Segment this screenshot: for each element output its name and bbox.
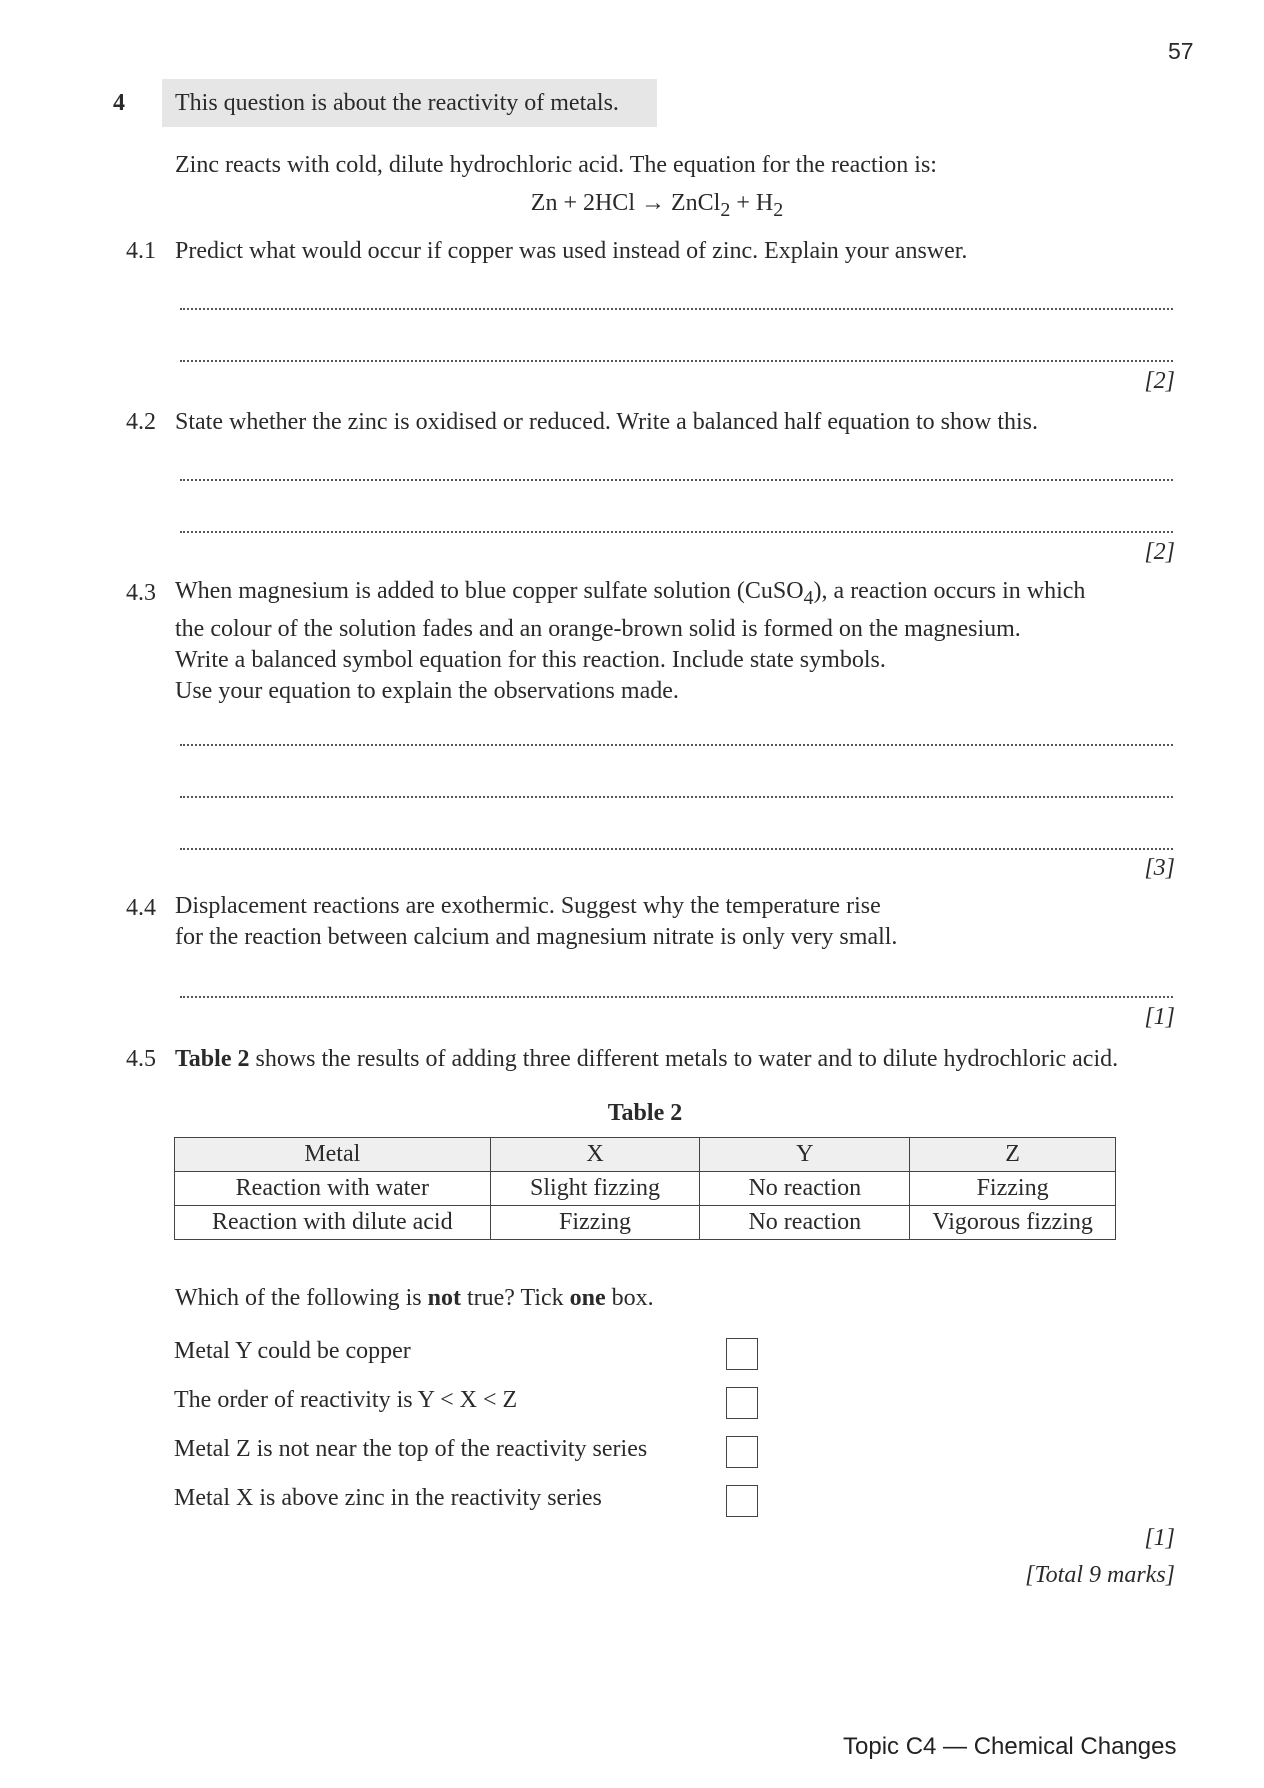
question-intro: This question is about the reactivity of metals. bbox=[162, 79, 657, 127]
total-marks: [Total 9 marks] bbox=[1025, 1562, 1175, 1588]
tick-prompt: Which of the following is not true? Tick one box. bbox=[175, 1285, 654, 1311]
table-caption: Table 2 bbox=[607, 1100, 683, 1126]
table-header-row bbox=[175, 1138, 1116, 1172]
table-cell: Y bbox=[700, 1138, 910, 1172]
table-cell: X bbox=[490, 1138, 700, 1172]
part-4-4-number: 4.4 bbox=[126, 895, 156, 921]
part-4-5-marks: [1] bbox=[1144, 1525, 1175, 1551]
question-number: 4 bbox=[113, 90, 125, 116]
part-4-3-number: 4.3 bbox=[126, 580, 156, 606]
option-label: Metal X is above zinc in the reactivity series bbox=[174, 1485, 602, 1511]
option-label: Metal Y could be copper bbox=[174, 1338, 411, 1364]
part-4-3-text: When magnesium is added to blue copper sulfate solution (CuSO$_4$), a reaction occurs in which the colour of the solution fades and an orange-brown solid is formed on the magnesium. Write a balanced symbol equation for this reaction. Include state symbols. Use your equation to explain the observations made. bbox=[175, 578, 1086, 704]
part-4-3-marks: [3] bbox=[1144, 855, 1175, 881]
answer-line[interactable] bbox=[180, 744, 1173, 746]
answer-line[interactable] bbox=[180, 308, 1173, 310]
table-cell: Metal bbox=[175, 1138, 491, 1172]
part-4-1-text: Predict what would occur if copper was used instead of zinc. Explain your answer. bbox=[175, 238, 968, 264]
part-4-1-marks: [2] bbox=[1144, 368, 1175, 394]
part-4-5-text: Table 2 shows the results of adding three different metals to water and to dilute hydrochloric acid. bbox=[175, 1046, 1119, 1072]
table-cell: No reaction bbox=[700, 1206, 910, 1240]
reaction-equation: Zn + 2HCl → ZnCl$_2$ + $H_2$ bbox=[530, 190, 784, 221]
option-label: Metal Z is not near the top of the reactivity series bbox=[174, 1436, 648, 1462]
tick-box-option-4[interactable] bbox=[726, 1485, 758, 1517]
table-cell: Fizzing bbox=[490, 1206, 700, 1240]
tick-box-option-1[interactable] bbox=[726, 1338, 758, 1370]
answer-line[interactable] bbox=[180, 479, 1173, 481]
table-cell: Vigorous fizzing bbox=[910, 1206, 1116, 1240]
question-context: Zinc reacts with cold, dilute hydrochloric acid. The equation for the reaction is: bbox=[175, 152, 937, 178]
table-row bbox=[175, 1172, 1116, 1206]
table-cell: Z bbox=[910, 1138, 1116, 1172]
page-footer: Topic C4 — Chemical Changes bbox=[843, 1733, 1177, 1760]
table-cell: Reaction with water bbox=[175, 1172, 491, 1206]
part-4-2-number: 4.2 bbox=[126, 409, 156, 435]
option-label: The order of reactivity is Y < X < Z bbox=[174, 1387, 518, 1413]
tick-box-option-2[interactable] bbox=[726, 1387, 758, 1419]
table-cell: Fizzing bbox=[910, 1172, 1116, 1206]
answer-line[interactable] bbox=[180, 996, 1173, 998]
part-4-4-text: Displacement reactions are exothermic. Suggest why the temperature rise for the reaction between calcium and magnesium nitrate is only very small. bbox=[175, 893, 898, 950]
part-4-5-number: 4.5 bbox=[126, 1046, 156, 1072]
answer-line[interactable] bbox=[180, 531, 1173, 533]
table-row bbox=[175, 1206, 1116, 1240]
table-cell: Slight fizzing bbox=[490, 1172, 700, 1206]
page-number: 57 bbox=[1168, 38, 1194, 64]
part-4-1-number: 4.1 bbox=[126, 238, 156, 264]
part-4-4-marks: [1] bbox=[1144, 1004, 1175, 1030]
tick-box-option-3[interactable] bbox=[726, 1436, 758, 1468]
part-4-2-marks: [2] bbox=[1144, 539, 1175, 565]
answer-line[interactable] bbox=[180, 796, 1173, 798]
results-table bbox=[174, 1137, 1116, 1240]
table-cell: No reaction bbox=[700, 1172, 910, 1206]
answer-line[interactable] bbox=[180, 848, 1173, 850]
part-4-2-text: State whether the zinc is oxidised or reduced. Write a balanced half equation to show this. bbox=[175, 409, 1038, 435]
table-cell: Reaction with dilute acid bbox=[175, 1206, 491, 1240]
answer-line[interactable] bbox=[180, 360, 1173, 362]
